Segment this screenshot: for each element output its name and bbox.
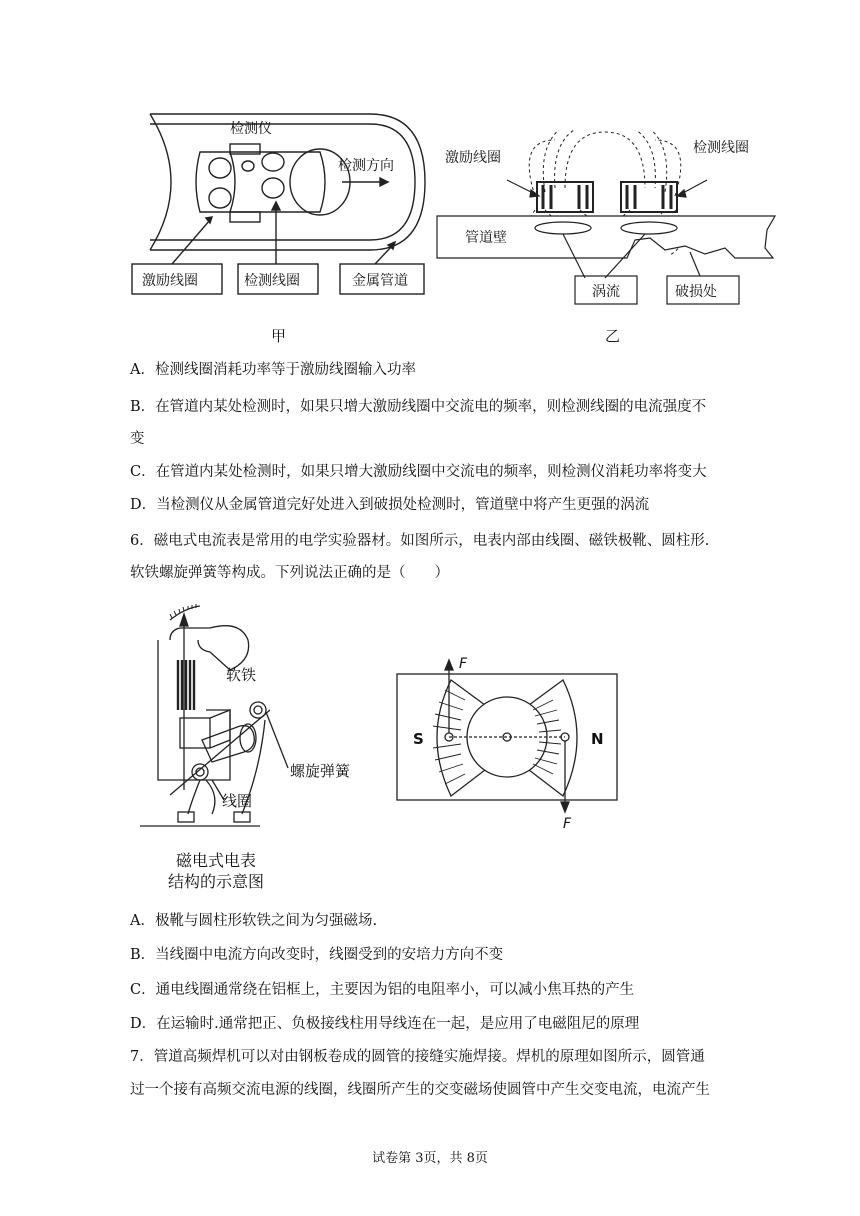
caption-jia: 甲 — [271, 327, 287, 345]
label-detect-coil: 检测线圈 — [244, 273, 300, 289]
q7-line-1: 7．管道高频焊机可以对由钢板卷成的圆管的接缝实施焊接。焊机的原理如图所示，圆管通 — [130, 1049, 705, 1065]
label-eddy: 涡流 — [592, 284, 620, 300]
q5-option-d: D．当检测仪从金属管道完好处进入到破损处检测时，管道壁中将产生更强的涡流 — [130, 497, 650, 513]
label-detector: 检测仪 — [230, 121, 272, 137]
label-pipe-wall: 管道壁 — [465, 230, 507, 246]
q6-option-b: B．当线圈中电流方向改变时，线圈受到的安培力方向不变 — [130, 947, 504, 963]
q7-line-2: 过一个接有高频交流电源的线圈，线圈所产生的交变磁场使圆管中产生交变电流，电流产生 — [130, 1082, 710, 1098]
label-yi-detect-coil: 检测线圈 — [693, 140, 749, 156]
label-spring: 螺旋弹簧 — [290, 762, 351, 780]
galvanometer-caption-1: 磁电式电表 — [176, 851, 257, 870]
label-soft-iron: 软铁 — [226, 666, 257, 684]
label-coil: 线圈 — [222, 792, 253, 810]
q5-option-b: B．在管道内某处检测时，如果只增大激励线圈中交流电的频率，则检测线圈的电流强度不 — [130, 399, 707, 415]
figure-jia — [130, 100, 430, 300]
caption-yi: 乙 — [605, 327, 621, 345]
label-s-pole: S — [413, 730, 424, 748]
label-metal-pipe: 金属管道 — [352, 273, 408, 289]
q6-stem-1: 6．磁电式电流表是常用的电学实验器材。如图所示，电表内部由线圈、磁铁极靴、圆柱形. — [130, 533, 710, 549]
label-direction: 检测方向 — [338, 158, 394, 174]
label-excite-coil: 激励线圈 — [142, 273, 198, 289]
label-f-top: F — [459, 656, 468, 672]
page-footer: 试卷第 3页，共 8页 — [372, 1151, 488, 1166]
figure-radial-field — [395, 650, 625, 830]
q5-option-c: C．在管道内某处检测时，如果只增大激励线圈中交流电的频率，则检测仪消耗功率将变大 — [130, 464, 707, 480]
q5-option-b-cont: 变 — [130, 431, 145, 447]
q6-option-d: D．在运输时.通常把正、负极接线柱用导线连在一起，是应用了电磁阻尼的原理 — [130, 1016, 640, 1032]
label-damage: 破损处 — [675, 284, 717, 300]
figure-yi — [435, 130, 780, 310]
q6-stem-2: 软铁螺旋弹簧等构成。下列说法正确的是（ ） — [130, 565, 449, 581]
q6-option-c: C．通电线圈通常绕在铝框上，主要因为铝的电阻率小，可以减小焦耳热的产生 — [130, 982, 635, 998]
label-n-pole: N — [591, 730, 604, 748]
label-yi-excite-coil: 激励线圈 — [445, 150, 501, 166]
figure-galvanometer — [140, 600, 370, 840]
label-f-bottom: F — [563, 816, 572, 830]
q5-option-a: A．检测线圈消耗功率等于激励线圈输入功率 — [130, 362, 416, 378]
galvanometer-caption-2: 结构的示意图 — [168, 872, 265, 891]
q6-option-a: A．极靴与圆柱形软铁之间为匀强磁场. — [130, 913, 378, 929]
